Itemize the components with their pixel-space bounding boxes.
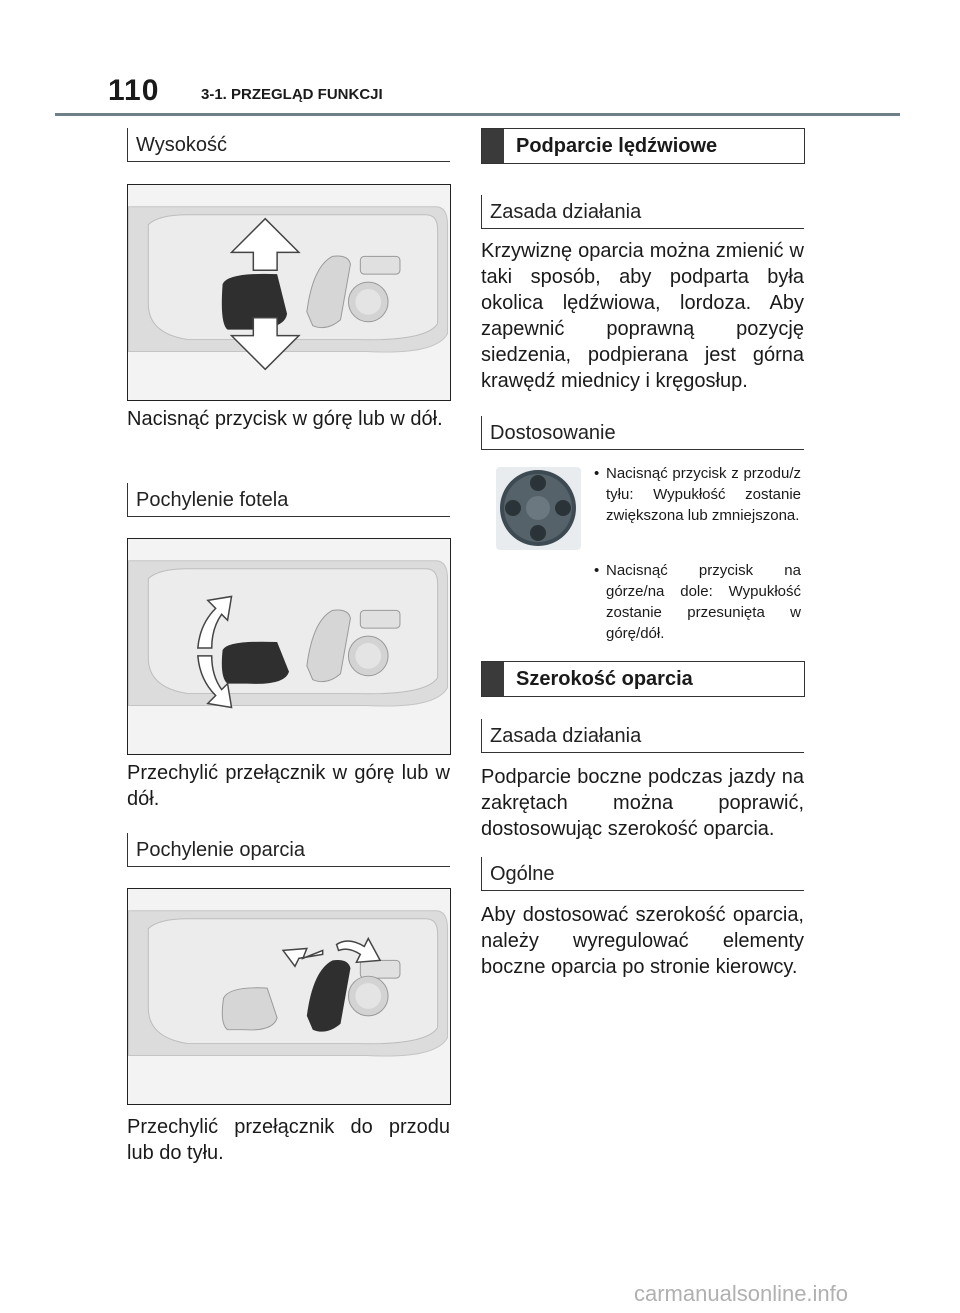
bullet-icon: •: [594, 465, 600, 482]
seat-height-figure: [127, 184, 451, 401]
subheading-width-principle: Zasada działania: [481, 719, 804, 753]
section-marker: [482, 662, 504, 696]
bullet-item: [594, 463, 801, 526]
instruction-seat-tilt: Przechylić przełącznik w górę lub w dół.: [127, 762, 450, 810]
subheading-lumbar-adjust: Dostosowanie: [481, 416, 804, 450]
section-lumbar-title: Podparcie lędźwiowe: [516, 134, 718, 157]
general-text: Aby dostosować szerokość oparcia, należy wyregulować elementy boczne oparcia po stronie kierowcy.: [481, 904, 804, 978]
watermark: carmanualsonline.info: [634, 1281, 849, 1306]
seat-switch-tilt-illustration: [128, 539, 450, 754]
bullet-icon: •: [594, 562, 600, 579]
bullet-item: [594, 560, 801, 644]
subheading-seat-tilt: Pochylenie fotela: [127, 483, 450, 517]
header-divider: [55, 113, 900, 116]
subheading-height: Wysokość: [127, 128, 450, 162]
width-principle-text: Podparcie boczne podczas jazdy na zakrętach można poprawić, dostosowując szerokość oparcia.: [481, 766, 804, 840]
seat-tilt-figure: [127, 538, 451, 755]
seat-switch-height-illustration: [128, 185, 450, 400]
lumbar-button-icon: [496, 467, 581, 550]
bullet-text: Nacisnąć przycisk z przodu/z tyłu: Wypukłość zostanie zwiększona lub zmniejszona.: [606, 465, 801, 524]
section-marker: [482, 129, 504, 163]
subheading-lumbar-principle: Zasada działania: [481, 195, 804, 229]
lumbar-principle-text: Krzywiznę oparcia można zmienić w taki sposób, aby podparta była okolica lędźwiowa, lordoza. Aby zapewnić poprawną pozycję siedzenia, podpierana jest górna krawędź miednicy i kręgosłup.: [481, 240, 804, 392]
bullet-text: Nacisnąć przycisk na górze/na dole: Wypukłość zostanie przesunięta w górę/dół.: [606, 562, 801, 642]
backrest-tilt-figure: [127, 888, 451, 1105]
backrest-switch-illustration: [128, 889, 450, 1104]
section-backrest-width: [481, 661, 805, 697]
section-lumbar-support: [481, 128, 805, 164]
chapter-title: 3-1. PRZEGLĄD FUNKCJI: [201, 86, 383, 103]
instruction-backrest-tilt: Przechylić przełącznik do przodu lub do tyłu.: [127, 1116, 450, 1164]
instruction-height: Nacisnąć przycisk w górę lub w dół.: [127, 408, 443, 430]
subheading-backrest-tilt: Pochylenie oparcia: [127, 833, 450, 867]
section-width-title: Szerokość oparcia: [516, 667, 693, 690]
subheading-general: Ogólne: [481, 857, 804, 891]
page-number: 110: [108, 74, 160, 107]
